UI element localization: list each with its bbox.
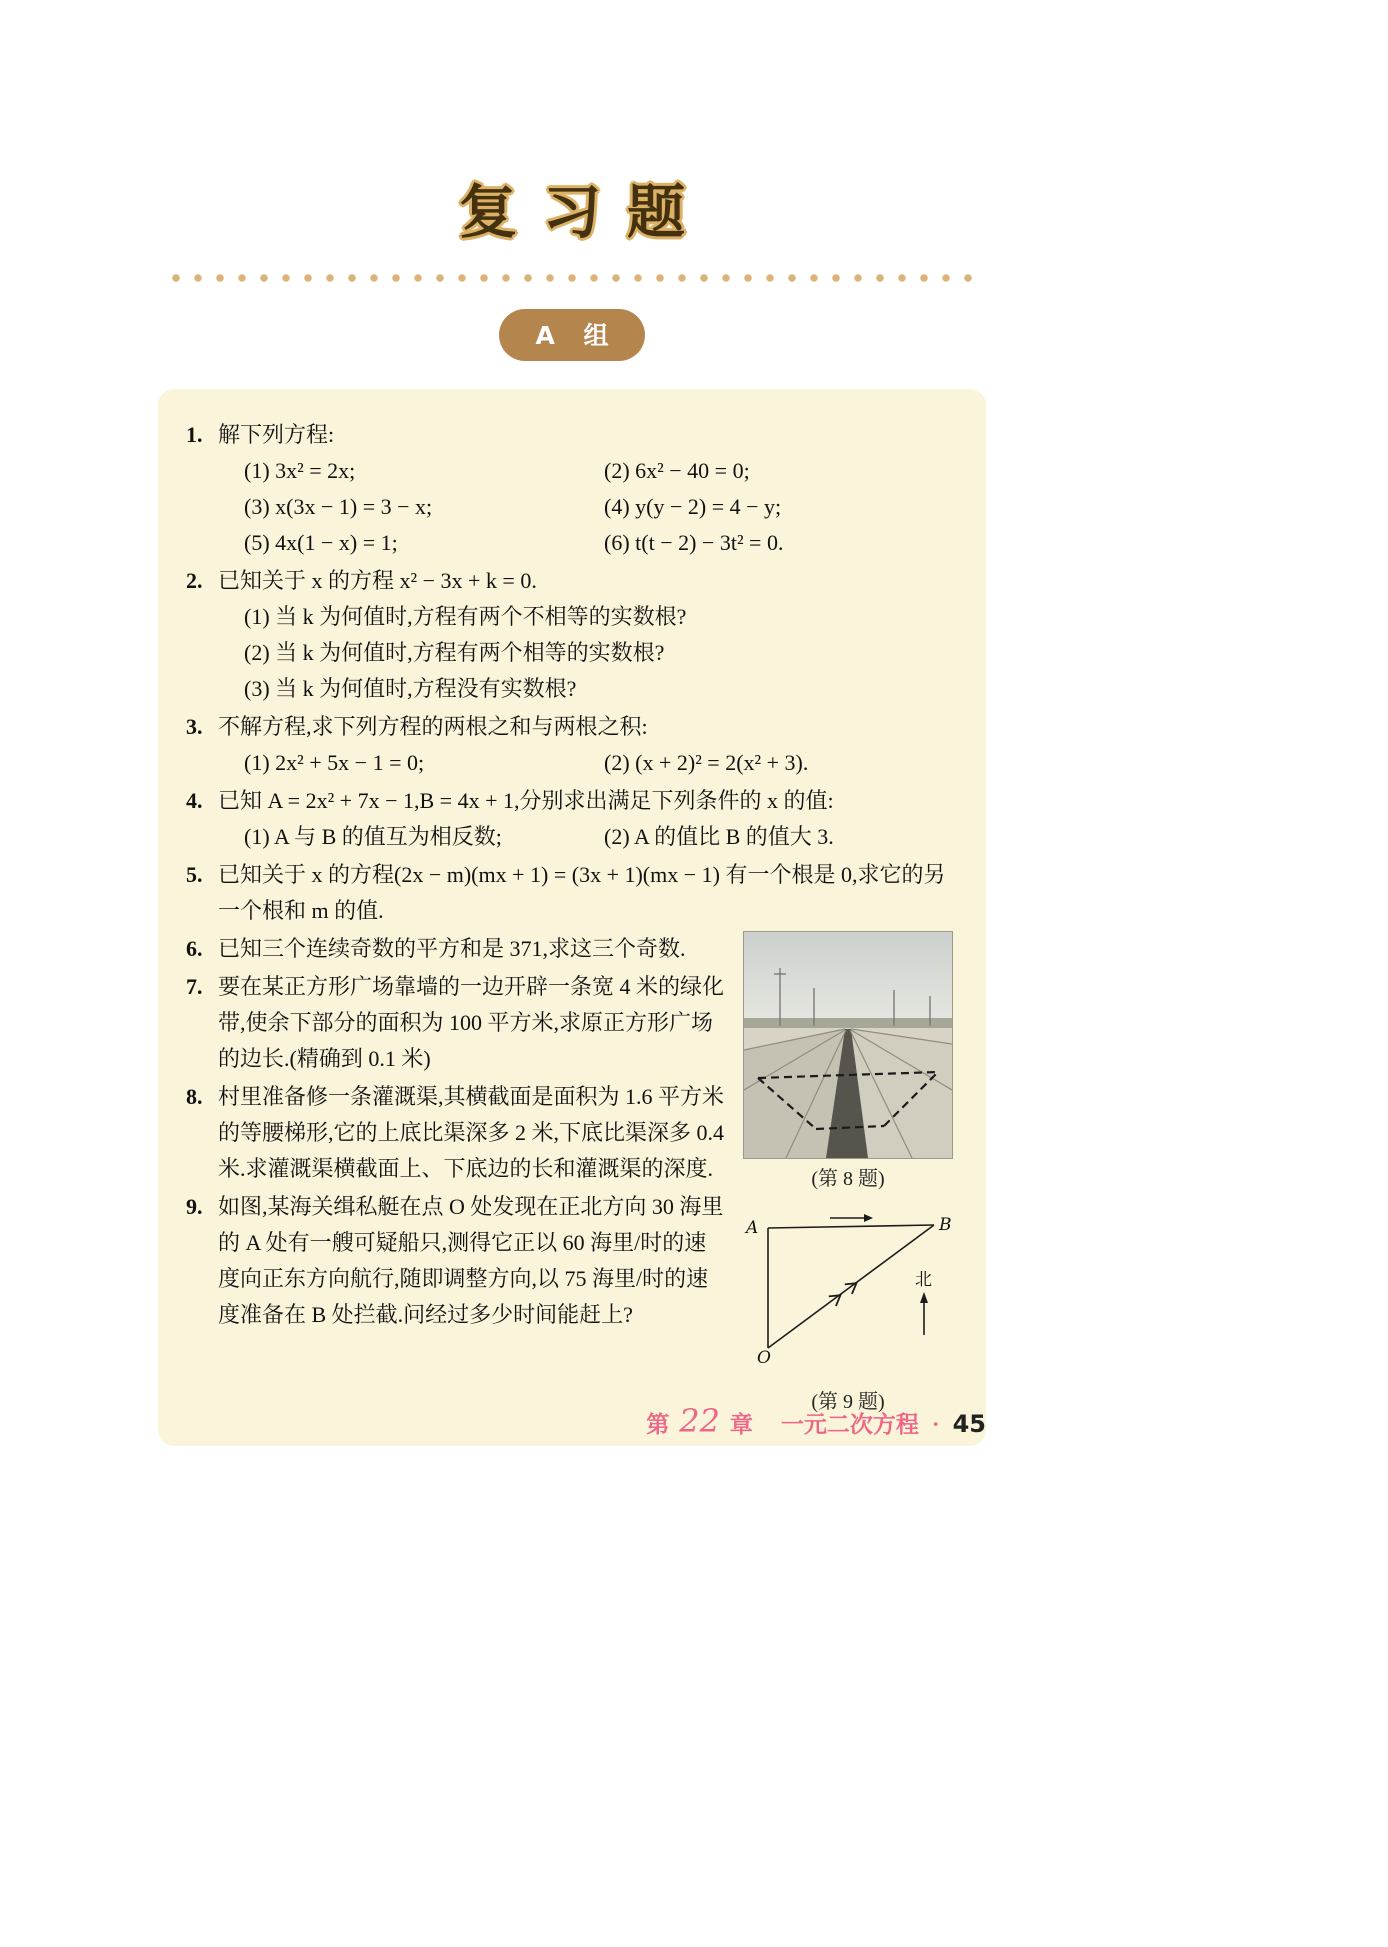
problem-8 bbox=[186, 1079, 728, 1187]
vertex-a-label: A bbox=[746, 1218, 759, 1238]
problem-4-text: 已知 A = 2x² + 7x − 1,B = 4x + 1,分别求出满足下列条件的 x 的值: bbox=[218, 788, 834, 813]
problem-3 bbox=[186, 709, 958, 781]
diagram-caption: (第 9 题) bbox=[811, 1391, 885, 1413]
interception-diagram-art bbox=[738, 1213, 958, 1371]
equation-item: (2) (x + 2)² = 2(x² + 3). bbox=[604, 750, 809, 775]
problem-9-number: 9. bbox=[186, 1194, 203, 1219]
problem-8-number: 8. bbox=[186, 1084, 203, 1109]
equation-item: (4) y(y − 2) = 4 − y; bbox=[604, 494, 782, 519]
chapter-number: 22 bbox=[679, 1402, 720, 1440]
problem-1-number: 1. bbox=[186, 422, 203, 447]
problem-4-number: 4. bbox=[186, 788, 203, 813]
north-label: 北 bbox=[915, 1270, 932, 1290]
problem-4-items bbox=[244, 819, 958, 855]
ship-direction-arrow bbox=[830, 1214, 873, 1222]
problem-1 bbox=[186, 417, 958, 561]
sub-question: (2) A 的值比 B 的值大 3. bbox=[604, 824, 834, 849]
dotted-divider bbox=[158, 273, 986, 283]
page-title: 复习题 bbox=[458, 178, 711, 246]
problem-5-text: 已知关于 x 的方程(2x − m)(mx + 1) = (3x + 1)(mx − 1) 有一个根是 0,求它的另一个根和 m 的值. bbox=[218, 862, 946, 923]
problem-3-items bbox=[244, 745, 958, 781]
problem-7-text: 要在某正方形广场靠墙的一边开辟一条宽 4 米的绿化带,使余下部分的面积为 100 平方米,求原正方形广场的边长.(精确到 0.1 米) bbox=[218, 974, 725, 1071]
equation-item: (1) 2x² + 5x − 1 = 0; bbox=[244, 750, 425, 775]
problem-6-text: 已知三个连续奇数的平方和是 371,求这三个奇数. bbox=[218, 936, 686, 961]
chapter-suffix: 章 bbox=[729, 1412, 753, 1438]
problem-7-number: 7. bbox=[186, 974, 203, 999]
sub-question: (1) 当 k 为何值时,方程有两个不相等的实数根? bbox=[244, 604, 687, 629]
irrigation-channel-photo-art bbox=[744, 932, 952, 1158]
problem-5 bbox=[186, 857, 958, 929]
problem-9-text: 如图,某海关缉私艇在点 O 处发现在正北方向 30 海里的 A 处有一艘可疑船只,测得它正以 60 海里/时的速度向正东方向航行,随即调整方向,以 75 海里/时的速度准备在 B 处拦截.问经过多少时间能赶上? bbox=[218, 1194, 724, 1327]
equation-item: (3) x(3x − 1) = 3 − x; bbox=[244, 494, 433, 519]
chapter-prefix: 第 bbox=[646, 1412, 670, 1438]
diagram-triangle-lines bbox=[768, 1225, 934, 1348]
north-arrow-head bbox=[920, 1292, 928, 1303]
problem-5-number: 5. bbox=[186, 862, 203, 887]
problem-2-number: 2. bbox=[186, 568, 203, 593]
vertex-o-label: O bbox=[757, 1348, 771, 1368]
problem-6 bbox=[186, 931, 728, 967]
two-column-region bbox=[186, 931, 958, 1414]
equation-item: (1) 3x² = 2x; bbox=[244, 458, 356, 483]
irrigation-channel-photo bbox=[743, 931, 953, 1159]
photo-right-bank bbox=[851, 1029, 952, 1158]
photo-caption: (第 8 题) bbox=[811, 1168, 885, 1190]
sub-question: (1) A 与 B 的值互为相反数; bbox=[244, 824, 502, 849]
problems-column bbox=[186, 931, 728, 1414]
equation-item: (5) 4x(1 − x) = 1; bbox=[244, 530, 398, 555]
vertex-b-label: B bbox=[939, 1215, 952, 1235]
problem-6-number: 6. bbox=[186, 936, 203, 961]
problem-2-text: 已知关于 x 的方程 x² − 3x + k = 0. bbox=[218, 568, 537, 593]
page-number: 45 bbox=[952, 1410, 986, 1438]
group-a-badge: A 组 bbox=[499, 309, 644, 361]
problem-3-text: 不解方程,求下列方程的两根之和与两根之积: bbox=[218, 714, 648, 739]
photo-sky bbox=[744, 932, 952, 1032]
north-indicator bbox=[915, 1270, 932, 1335]
problem-1-text: 解下列方程: bbox=[218, 422, 335, 447]
problem-3-number: 3. bbox=[186, 714, 203, 739]
problem-1-items bbox=[244, 453, 958, 561]
problem-7 bbox=[186, 969, 728, 1077]
equation-item: (2) 6x² − 40 = 0; bbox=[604, 458, 750, 483]
sub-question: (3) 当 k 为何值时,方程没有实数根? bbox=[244, 676, 577, 701]
page-footer bbox=[158, 1402, 986, 1440]
footer-separator: · bbox=[931, 1412, 940, 1437]
equation-item: (6) t(t − 2) − 3t² = 0. bbox=[604, 530, 784, 555]
exercises-panel bbox=[158, 389, 986, 1446]
problem-9 bbox=[186, 1189, 728, 1333]
figures-column bbox=[728, 931, 958, 1414]
problem-2 bbox=[186, 563, 958, 707]
problem-2-items bbox=[244, 599, 958, 707]
problem-4 bbox=[186, 783, 958, 855]
problem-8-text: 村里准备修一条灌溉渠,其横截面是面积为 1.6 平方米的等腰梯形,它的上底比渠深多 2 米,下底比渠深多 0.4 米.求灌溉渠横截面上、下底边的长和灌溉渠的深度. bbox=[218, 1084, 725, 1181]
interception-diagram bbox=[738, 1213, 958, 1382]
badge-row bbox=[158, 309, 986, 361]
sub-question: (2) 当 k 为何值时,方程有两个相等的实数根? bbox=[244, 640, 665, 665]
chapter-title: 一元二次方程 bbox=[780, 1412, 919, 1438]
content-column bbox=[158, 0, 986, 1446]
